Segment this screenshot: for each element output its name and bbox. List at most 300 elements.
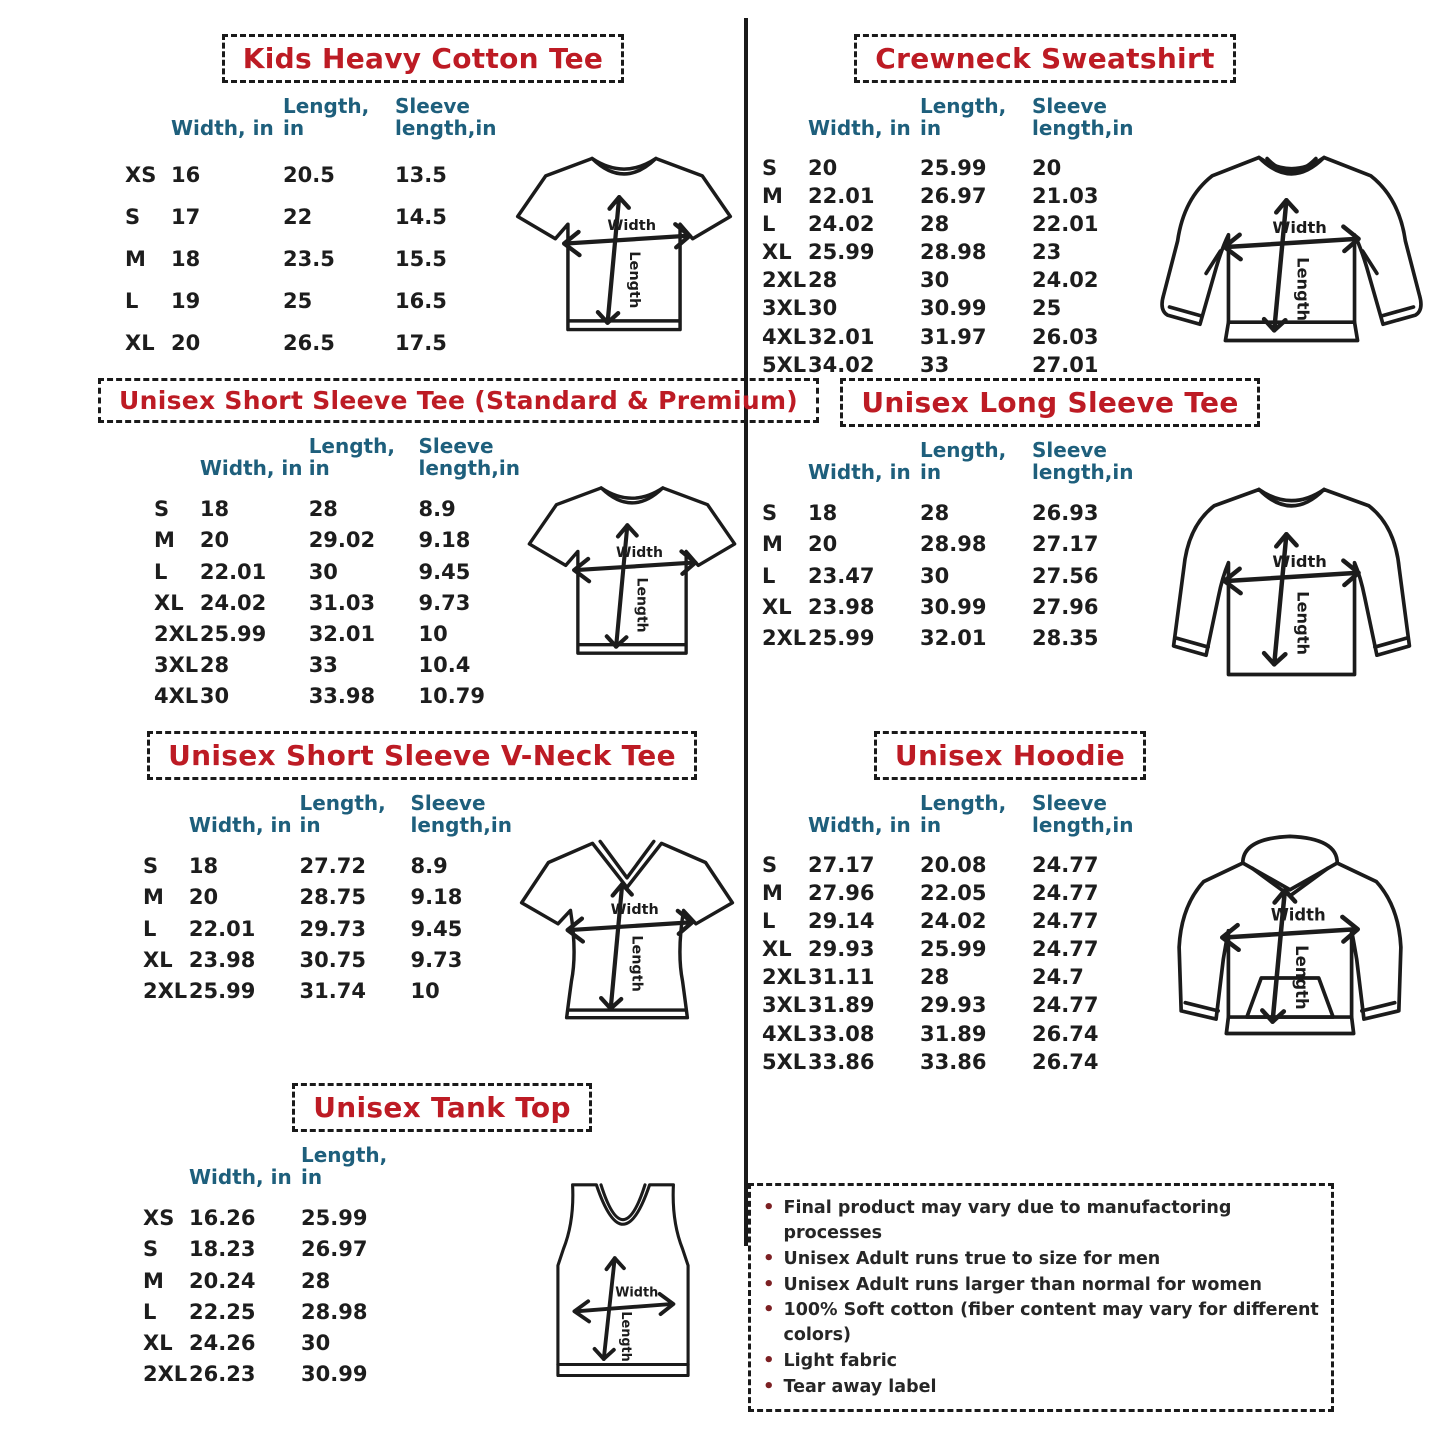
- size-row: [762, 1048, 1133, 1076]
- measurement-cell: 33.86: [920, 1049, 987, 1074]
- section-title: Unisex Tank Top: [292, 1083, 592, 1132]
- size-table: [762, 792, 1133, 1076]
- note-item: [763, 1374, 1319, 1400]
- header-row: [762, 95, 1133, 154]
- measurement-cell: 24.77: [1032, 852, 1099, 877]
- size-column-spacer: [154, 435, 200, 494]
- measurement-cell: 31.11: [808, 965, 875, 990]
- measurement-cell: 28: [808, 268, 838, 293]
- measurement-cell: 24.02: [808, 212, 875, 237]
- measurement-cell: 31.97: [920, 324, 987, 349]
- measurement-cell: 9.73: [410, 947, 463, 972]
- measurement-cell: 21.03: [1032, 183, 1099, 208]
- size-row: [125, 238, 496, 280]
- measurement-cell: 20.24: [189, 1268, 256, 1293]
- measurement-cell: 23.5: [283, 247, 335, 272]
- measurement-cell: 22.01: [188, 916, 256, 941]
- measurement-cell: 31.03: [308, 590, 376, 615]
- measurement-cell: 30: [301, 1330, 331, 1355]
- measurement-cell: 30: [920, 268, 950, 293]
- note-text: Final product may vary due to manufactoring processes: [783, 1198, 1232, 1243]
- width-label: Width: [607, 218, 657, 234]
- measurement-cell: 18: [188, 854, 219, 879]
- measurement-cell: 28.98: [920, 240, 987, 265]
- measurement-cell: 25: [1032, 296, 1062, 321]
- size-row: [762, 560, 1133, 591]
- note-item: [763, 1246, 1319, 1272]
- measurement-cell: 9.18: [418, 528, 471, 553]
- measurement-cell: 28: [920, 212, 950, 237]
- title-wrap: [756, 378, 1444, 427]
- measurement-cell: 26.97: [920, 183, 987, 208]
- section-unisex-hoodie: [756, 731, 1444, 1076]
- column-header: Width, in: [808, 813, 911, 838]
- size-table: [154, 435, 520, 712]
- column-header: Length, in: [301, 1143, 388, 1190]
- size-label: S: [125, 204, 141, 229]
- measurement-cell: 25.99: [920, 937, 987, 962]
- measurement-cell: 30: [808, 296, 838, 321]
- size-row: [143, 1203, 413, 1234]
- column-header: Length, in: [308, 434, 395, 481]
- size-row: [143, 851, 512, 882]
- measurement-cell: 33: [920, 352, 950, 377]
- column-header: Length, in: [920, 791, 1007, 838]
- measurement-cell: 28: [308, 497, 338, 522]
- measurement-cell: 25: [283, 289, 313, 314]
- section-title: Crewneck Sweatshirt: [854, 34, 1236, 83]
- size-label: 3XL: [762, 296, 807, 321]
- size-label: M: [762, 183, 783, 208]
- width-label: Width: [616, 545, 663, 561]
- measurement-cell: 28.75: [299, 885, 366, 910]
- size-row: [762, 963, 1133, 991]
- measurement-cell: 25.99: [188, 978, 256, 1003]
- size-label: 3XL: [154, 652, 199, 677]
- measurement-cell: 24.7: [1032, 965, 1084, 990]
- measurement-cell: 27.96: [808, 880, 875, 905]
- size-row: [154, 618, 520, 649]
- bullet-icon: •: [763, 1299, 775, 1321]
- length-label: Length: [1293, 257, 1313, 322]
- measurement-cell: 25.99: [301, 1206, 368, 1231]
- section-title: Unisex Short Sleeve V-Neck Tee: [147, 731, 697, 780]
- header-row: [143, 792, 512, 851]
- size-label: XL: [762, 937, 792, 962]
- measurement-cell: 22.01: [199, 559, 267, 584]
- measurement-cell: 28: [199, 652, 230, 677]
- size-label: S: [143, 854, 159, 879]
- width-label: Width: [610, 902, 659, 919]
- measurement-cell: 24.26: [189, 1330, 256, 1355]
- tshirt-outline-icon: [518, 158, 731, 329]
- column-header: Width, in: [808, 460, 911, 485]
- bullet-icon: •: [763, 1273, 775, 1295]
- size-column-spacer: [762, 439, 808, 498]
- size-table: [762, 95, 1133, 379]
- size-label: L: [762, 909, 776, 934]
- size-row: [762, 238, 1133, 266]
- size-label: M: [154, 528, 175, 553]
- size-label: 4XL: [762, 324, 807, 349]
- title-wrap: [100, 34, 746, 83]
- measurement-cell: 34.02: [808, 352, 875, 377]
- title-wrap: [98, 1083, 746, 1132]
- measurement-cell: 33.98: [308, 684, 376, 709]
- measurement-cell: 25.99: [808, 625, 875, 650]
- size-row: [762, 529, 1133, 560]
- measurement-cell: 31.89: [808, 993, 875, 1018]
- size-row: [154, 556, 520, 587]
- measurement-cell: 24.77: [1032, 909, 1099, 934]
- measurement-cell: 23.98: [188, 947, 256, 972]
- measurement-cell: 20: [1032, 155, 1062, 180]
- size-label: S: [762, 155, 778, 180]
- size-label: 4XL: [154, 684, 199, 709]
- measurement-cell: 18.23: [189, 1237, 256, 1262]
- measurement-cell: 26.74: [1032, 1021, 1099, 1046]
- measurement-cell: 25.99: [808, 240, 875, 265]
- measurement-cell: 29.93: [808, 937, 875, 962]
- note-text: Unisex Adult runs true to size for men: [783, 1248, 1161, 1269]
- vneck-tee-illustration: [512, 828, 742, 1034]
- size-label: XS: [143, 1206, 175, 1231]
- size-row: [143, 1265, 413, 1296]
- note-text: Tear away label: [783, 1376, 937, 1397]
- bullet-icon: •: [763, 1197, 775, 1218]
- column-header: Length, in: [920, 438, 1007, 485]
- measurement-cell: 16: [171, 162, 201, 187]
- note-item: [763, 1195, 1319, 1246]
- bullet-icon: •: [763, 1247, 775, 1269]
- size-row: [762, 182, 1133, 210]
- column-header: Sleeve length,in: [418, 434, 520, 481]
- size-label: 2XL: [762, 268, 807, 293]
- size-label: L: [143, 1299, 157, 1324]
- size-label: 4XL: [762, 1021, 807, 1046]
- measurement-cell: 29.73: [299, 916, 366, 941]
- measurement-cell: 20: [808, 155, 838, 180]
- measurement-cell: 8.9: [410, 854, 448, 879]
- measurement-cell: 26.03: [1032, 324, 1099, 349]
- size-row: [762, 879, 1133, 907]
- size-label: 2XL: [143, 1361, 188, 1386]
- bullet-icon: •: [763, 1350, 775, 1372]
- size-label: 5XL: [762, 1049, 807, 1074]
- header-row: [762, 439, 1133, 498]
- length-label: Length: [618, 1311, 634, 1362]
- size-table: [143, 1144, 413, 1390]
- measurement-cell: 30.75: [299, 947, 366, 972]
- measurement-cell: 22.05: [920, 880, 987, 905]
- title-wrap: [98, 378, 799, 423]
- size-row: [143, 882, 512, 913]
- measurement-cell: 20: [808, 532, 838, 557]
- column-header: Width, in: [171, 116, 274, 141]
- size-label: XL: [125, 331, 155, 356]
- measurement-cell: 28: [301, 1268, 331, 1293]
- section-unisex-tank-top: [98, 1083, 746, 1392]
- size-label: 5XL: [762, 352, 807, 377]
- header-row: [143, 1144, 413, 1203]
- measurement-cell: 23.98: [808, 594, 875, 619]
- header-row: [154, 435, 520, 494]
- size-label: 2XL: [143, 978, 188, 1003]
- section-content: [100, 87, 746, 364]
- width-label: Width: [1272, 551, 1327, 571]
- measurement-cell: 10: [418, 621, 448, 646]
- measurement-cell: 30.99: [301, 1361, 368, 1386]
- measurement-cell: 10.79: [418, 684, 485, 709]
- measurement-cell: 32.01: [808, 324, 875, 349]
- measurement-cell: 24.77: [1032, 993, 1099, 1018]
- measurement-cell: 17.5: [395, 331, 447, 356]
- note-text: Light fabric: [783, 1351, 898, 1372]
- column-header: Sleeve length,in: [410, 791, 512, 838]
- measurement-cell: 20: [171, 331, 201, 356]
- measurement-cell: 23.47: [808, 563, 875, 588]
- bullet-icon: •: [763, 1375, 775, 1397]
- section-title: Unisex Short Sleeve Tee (Standard & Premium): [98, 378, 819, 423]
- note-item: [763, 1297, 1319, 1348]
- measurement-cell: 29.93: [920, 993, 987, 1018]
- size-table: [762, 439, 1133, 653]
- measurement-cell: 22.01: [1032, 212, 1099, 237]
- section-crewneck-sweatshirt: [756, 34, 1444, 379]
- measurement-cell: 25.99: [199, 621, 267, 646]
- size-row: [762, 591, 1133, 622]
- size-label: M: [143, 1268, 164, 1293]
- length-label: Length: [1293, 591, 1313, 656]
- measurement-cell: 28.35: [1032, 625, 1099, 650]
- column-header: Width, in: [188, 813, 292, 838]
- size-label: M: [143, 885, 164, 910]
- size-row: [143, 944, 512, 975]
- measurement-cell: 29.02: [308, 528, 376, 553]
- measurement-cell: 8.9: [418, 497, 456, 522]
- measurement-cell: 24.02: [1032, 268, 1099, 293]
- size-label: 2XL: [762, 965, 807, 990]
- size-label: S: [762, 501, 778, 526]
- length-label: Length: [1292, 945, 1312, 1010]
- size-label: L: [125, 289, 139, 314]
- measurement-cell: 10: [410, 978, 440, 1003]
- size-row: [762, 1020, 1133, 1048]
- section-content: [98, 1136, 746, 1392]
- section-content: [756, 431, 1444, 689]
- tshirt-outline-icon: [529, 488, 734, 653]
- product-notes-box: [748, 1183, 1334, 1412]
- measurement-cell: 23: [1032, 240, 1062, 265]
- header-row: [125, 95, 496, 154]
- size-row: [125, 280, 496, 322]
- measurement-cell: 28: [920, 965, 950, 990]
- section-content: [98, 784, 746, 1034]
- measurement-cell: 27.17: [1032, 532, 1099, 557]
- size-row: [762, 323, 1133, 351]
- size-table: [143, 792, 512, 1006]
- size-label: XL: [154, 590, 184, 615]
- size-label: M: [762, 532, 783, 557]
- column-header: Width, in: [808, 116, 911, 141]
- size-row: [762, 154, 1133, 182]
- size-row: [154, 525, 520, 556]
- tshirt-illustration: [520, 473, 744, 669]
- measurement-cell: 26.97: [301, 1237, 368, 1262]
- size-label: L: [762, 212, 776, 237]
- size-row: [762, 210, 1133, 238]
- column-header: Width, in: [189, 1165, 292, 1190]
- measurement-cell: 28: [920, 501, 950, 526]
- size-row: [762, 294, 1133, 322]
- size-row: [143, 1358, 413, 1389]
- measurement-cell: 20.5: [283, 162, 335, 187]
- section-content: [98, 427, 746, 712]
- hoodie-illustration: [1136, 828, 1444, 1049]
- size-row: [762, 991, 1133, 1019]
- size-row: [143, 975, 512, 1006]
- measurement-cell: 33.08: [808, 1021, 875, 1046]
- measurement-cell: 25.99: [920, 155, 987, 180]
- measurement-cell: 27.17: [808, 852, 875, 877]
- size-label: 3XL: [762, 993, 807, 1018]
- size-row: [762, 266, 1133, 294]
- size-row: [762, 498, 1133, 529]
- measurement-cell: 32.01: [920, 625, 987, 650]
- long-sleeve-tee-illustration: [1139, 475, 1444, 689]
- size-column-spacer: [762, 792, 808, 851]
- measurement-cell: 20.08: [920, 852, 987, 877]
- size-row: [762, 907, 1133, 935]
- size-label: M: [125, 247, 146, 272]
- notes-list: [763, 1195, 1319, 1400]
- size-row: [154, 649, 520, 680]
- size-label: XL: [143, 1330, 173, 1355]
- measurement-cell: 32.01: [308, 621, 376, 646]
- size-label: XL: [762, 594, 792, 619]
- size-column-spacer: [762, 95, 808, 154]
- section-unisex-long-sleeve-tee: [756, 378, 1444, 689]
- measurement-cell: 24.02: [199, 590, 267, 615]
- size-row: [762, 622, 1133, 653]
- size-row: [125, 196, 496, 238]
- section-title: Unisex Hoodie: [874, 731, 1146, 780]
- measurement-cell: 28.98: [301, 1299, 368, 1324]
- section-content: [756, 784, 1444, 1076]
- section-unisex-vneck-tee: [98, 731, 746, 1034]
- size-label: S: [762, 852, 778, 877]
- measurement-cell: 30: [199, 684, 230, 709]
- length-label: Length: [625, 251, 642, 309]
- section-content: [756, 87, 1444, 379]
- measurement-cell: 33: [308, 652, 338, 677]
- size-label: L: [762, 563, 776, 588]
- section-title: Unisex Long Sleeve Tee: [840, 378, 1259, 427]
- column-header: Sleeve length,in: [1032, 94, 1134, 141]
- column-header: Sleeve length,in: [1032, 791, 1134, 838]
- size-label: S: [143, 1237, 159, 1262]
- column-header: Length, in: [920, 94, 1007, 141]
- size-label: XL: [762, 240, 792, 265]
- long-sleeve-outline-icon: [1174, 489, 1410, 674]
- sweatshirt-illustration: [1139, 141, 1444, 355]
- width-label: Width: [1272, 217, 1327, 237]
- section-kids-heavy-cotton-tee: [100, 34, 746, 364]
- size-column-spacer: [125, 95, 171, 154]
- measurement-cell: 31.74: [299, 978, 366, 1003]
- header-row: [762, 792, 1133, 851]
- size-row: [154, 494, 520, 525]
- measurement-cell: 27.01: [1032, 352, 1099, 377]
- measurement-cell: 22: [283, 204, 313, 229]
- size-row: [143, 1296, 413, 1327]
- measurement-cell: 15.5: [395, 247, 447, 272]
- tank-top-illustration: [545, 1172, 701, 1392]
- measurement-cell: 18: [808, 501, 838, 526]
- size-row: [125, 322, 496, 364]
- length-label: Length: [633, 577, 650, 633]
- measurement-cell: 30.99: [920, 296, 987, 321]
- column-header: Sleeve length,in: [395, 94, 497, 141]
- measurement-cell: 18: [199, 497, 230, 522]
- width-label: Width: [615, 1285, 659, 1301]
- measurement-cell: 26.74: [1032, 1049, 1099, 1074]
- measurement-cell: 26.93: [1032, 501, 1099, 526]
- size-row: [762, 851, 1133, 879]
- size-column-spacer: [143, 792, 189, 851]
- measurement-cell: 27.72: [299, 854, 366, 879]
- measurement-cell: 24.02: [920, 909, 987, 934]
- measurement-cell: 27.96: [1032, 594, 1099, 619]
- note-text: Unisex Adult runs larger than normal for women: [783, 1274, 1262, 1295]
- size-label: S: [154, 497, 170, 522]
- measurement-cell: 29.14: [808, 909, 875, 934]
- note-text: 100% Soft cotton (fiber content may vary for different colors): [783, 1300, 1319, 1346]
- measurement-cell: 19: [171, 289, 201, 314]
- width-label: Width: [1270, 905, 1326, 925]
- size-row: [143, 1327, 413, 1358]
- size-label: M: [762, 880, 783, 905]
- measurement-cell: 26.23: [189, 1361, 256, 1386]
- note-item: [763, 1272, 1319, 1298]
- measurement-cell: 31.89: [920, 1021, 987, 1046]
- title-wrap: [98, 731, 746, 780]
- measurement-cell: 24.77: [1032, 880, 1099, 905]
- measurement-cell: 18: [171, 247, 201, 272]
- measurement-cell: 22.01: [808, 183, 875, 208]
- measurement-cell: 30.99: [920, 594, 987, 619]
- size-label: XL: [143, 947, 173, 972]
- measurement-cell: 9.45: [410, 916, 463, 941]
- section-title: Kids Heavy Cotton Tee: [222, 34, 624, 83]
- measurement-cell: 20: [188, 885, 219, 910]
- vneck-outline-icon: [522, 841, 733, 1017]
- size-label: 2XL: [154, 621, 199, 646]
- size-row: [143, 1234, 413, 1265]
- measurement-cell: 28.98: [920, 532, 987, 557]
- length-label: Length: [628, 935, 645, 992]
- column-header: Length, in: [299, 791, 386, 838]
- section-unisex-short-sleeve-tee: [98, 378, 799, 712]
- size-label: XS: [125, 162, 157, 187]
- measurement-cell: 16.26: [189, 1206, 256, 1231]
- size-row: [143, 913, 512, 944]
- measurement-cell: 27.56: [1032, 563, 1099, 588]
- measurement-cell: 9.73: [418, 590, 471, 615]
- tshirt-illustration: [508, 143, 740, 346]
- measurement-cell: 13.5: [395, 162, 447, 187]
- size-table: [125, 95, 496, 364]
